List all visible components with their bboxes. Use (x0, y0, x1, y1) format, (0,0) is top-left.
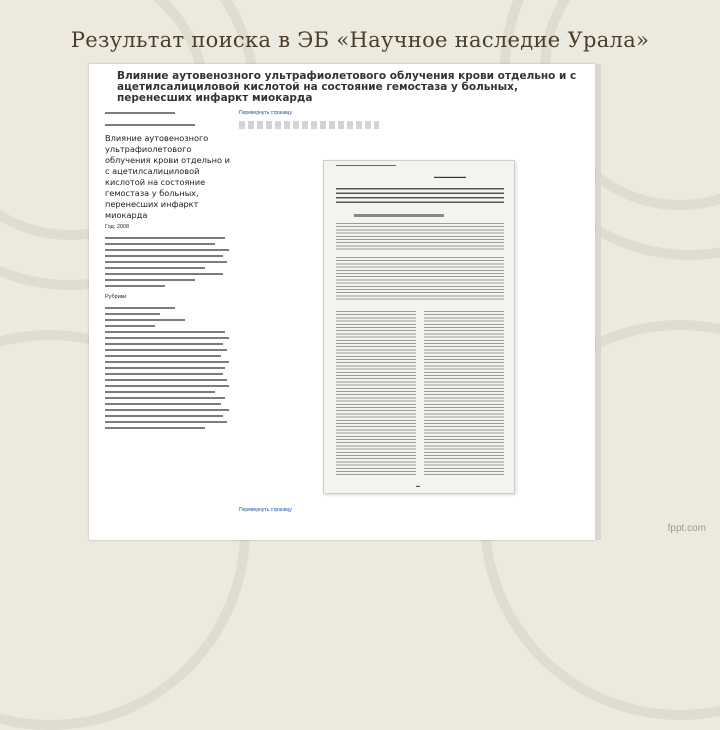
metadata-line (105, 243, 215, 245)
metadata-line (105, 325, 155, 327)
scan-abstract (336, 257, 504, 301)
pdf-page-nav-bottom[interactable] (239, 507, 292, 513)
scan-section-label: ▬▬▬▬▬▬▬▬ (434, 174, 466, 179)
pdf-toolbar (239, 121, 379, 129)
metadata-line (105, 285, 165, 287)
metadata-line (105, 279, 195, 281)
abstract-line (105, 397, 225, 399)
pdf-page-nav-top[interactable] (239, 110, 292, 116)
metadata-line (105, 313, 160, 315)
scan-page-number: ▬ (416, 483, 420, 488)
metadata-line (105, 255, 223, 257)
abstract-line (105, 349, 227, 351)
metadata-line (105, 249, 229, 251)
metadata-line (105, 261, 227, 263)
abstract-line (105, 343, 223, 345)
search-result-screenshot (89, 64, 595, 540)
scan-column-left (336, 311, 416, 477)
scan-title-block (336, 188, 504, 206)
abstract-line (105, 427, 205, 429)
vertical-scrollbar[interactable] (596, 64, 601, 540)
abstract-line (105, 415, 223, 417)
scan-authors (354, 214, 444, 217)
abstract-line (105, 355, 221, 357)
abstract-line (105, 337, 229, 339)
page-turn-link[interactable]: Перевернуть страницу (239, 507, 292, 513)
abstract-line (105, 331, 225, 333)
abstract-line (105, 367, 225, 369)
record-title: Влияние аутовенозного ультрафиолетового облучения крови отдельно и с ацетилсалициловой кислотой на состояние гемостаза у больных, перенесших инфаркт миокарда (117, 70, 577, 104)
record-metadata-column (105, 107, 233, 540)
metadata-line (105, 273, 223, 275)
abstract-line (105, 403, 221, 405)
metadata-line (105, 107, 233, 119)
abstract-line (105, 421, 227, 423)
metadata-line (105, 319, 185, 321)
metadata-line (105, 307, 175, 309)
abstract-line (105, 361, 229, 363)
abstract-line (105, 379, 227, 381)
slide-title: Результат поиска в ЭБ «Научное наследие Урала» (70, 28, 650, 52)
metadata-line (105, 267, 205, 269)
abstract-line (105, 373, 223, 375)
rubric-label: Рубрики (105, 294, 127, 300)
metadata-line (105, 119, 233, 131)
abstract-line (105, 385, 229, 387)
scanned-article-page (323, 160, 515, 494)
abstract-line (105, 391, 215, 393)
scan-journal-header: ▬▬▬▬▬▬▬▬▬▬▬▬▬▬▬▬▬▬▬▬ (336, 163, 396, 167)
page-turn-link[interactable]: Перевернуть страницу (239, 110, 292, 116)
watermark: fppt.com (667, 523, 706, 534)
abstract-line (105, 409, 229, 411)
scan-abstract (336, 223, 504, 251)
record-year: Год: 2008 (105, 224, 130, 230)
metadata-line (105, 237, 225, 239)
scan-column-right (424, 311, 504, 477)
record-heading: Влияние аутовенозного ультрафиолетового облучения крови отдельно и с ацетилсалициловой кислотой на состояние гемостаза у больных, перенесших инфаркт миокарда (105, 133, 230, 220)
